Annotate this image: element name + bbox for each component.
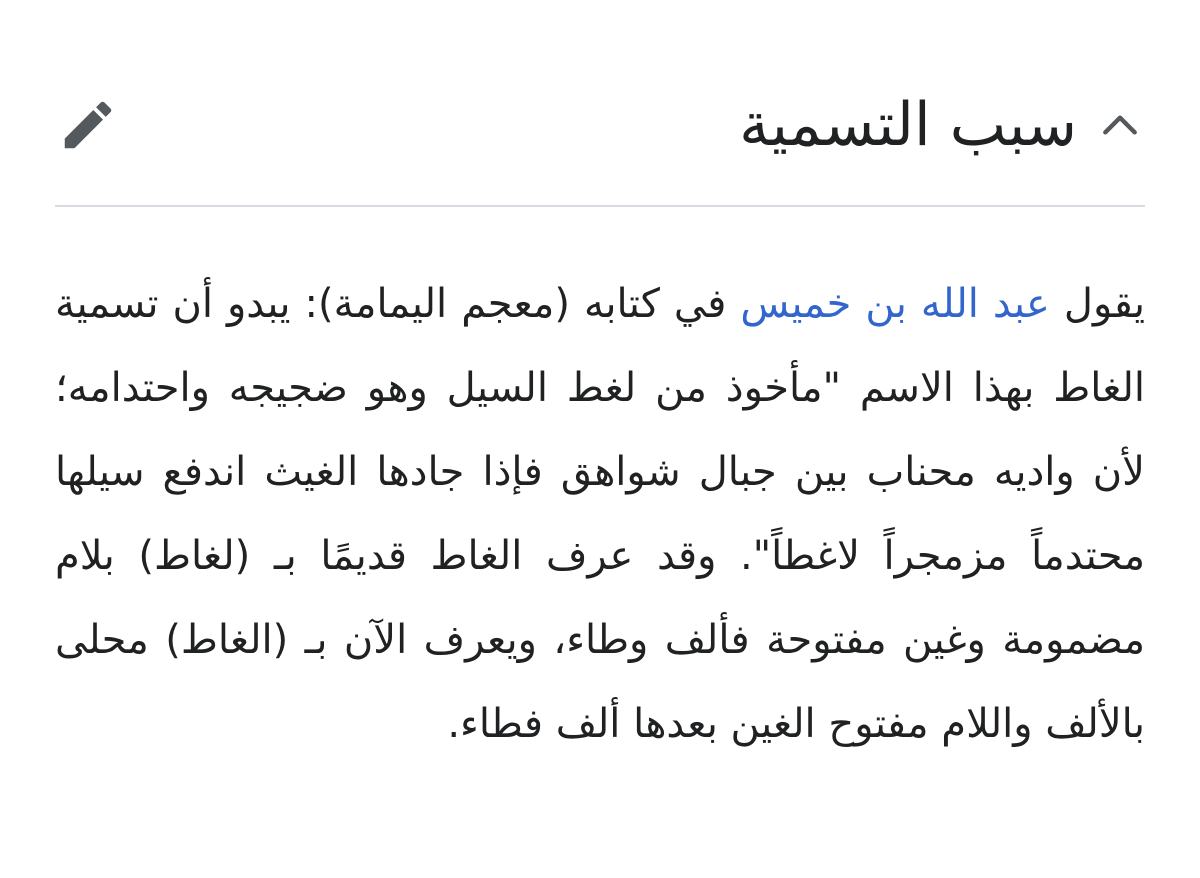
paragraph-text: يقول	[1049, 281, 1145, 327]
section-header	[55, 60, 1145, 190]
section-divider	[55, 205, 1145, 207]
section-heading[interactable]	[739, 92, 1145, 158]
body-paragraph	[55, 262, 1145, 766]
paragraph-text: في كتابه (معجم اليمامة): يبدو أن تسمية الغاط بهذا الاسم "مأخوذ من لغط السيل وهو ضجيجه واحتدامه؛ لأن واديه محناب بين جبال شواهق فإذا جادها الغيث اندفع سيلها محتدماً مزمجراً لاغطاً". وقد عرف الغاط قديمًا بـ (لغاط) بلام مضمومة وغين مفتوحة فألف وطاء، ويعرف الآن بـ (الغاط) محلى بالألف واللام مفتوح الغين بعدها ألف فطاء.	[55, 281, 1145, 747]
author-link[interactable]: عبد الله بن خميس	[740, 281, 1050, 327]
chevron-up-icon[interactable]	[1095, 100, 1145, 150]
edit-button[interactable]	[55, 92, 121, 158]
pencil-icon	[57, 94, 119, 156]
section-title: سبب التسمية	[739, 90, 1077, 160]
